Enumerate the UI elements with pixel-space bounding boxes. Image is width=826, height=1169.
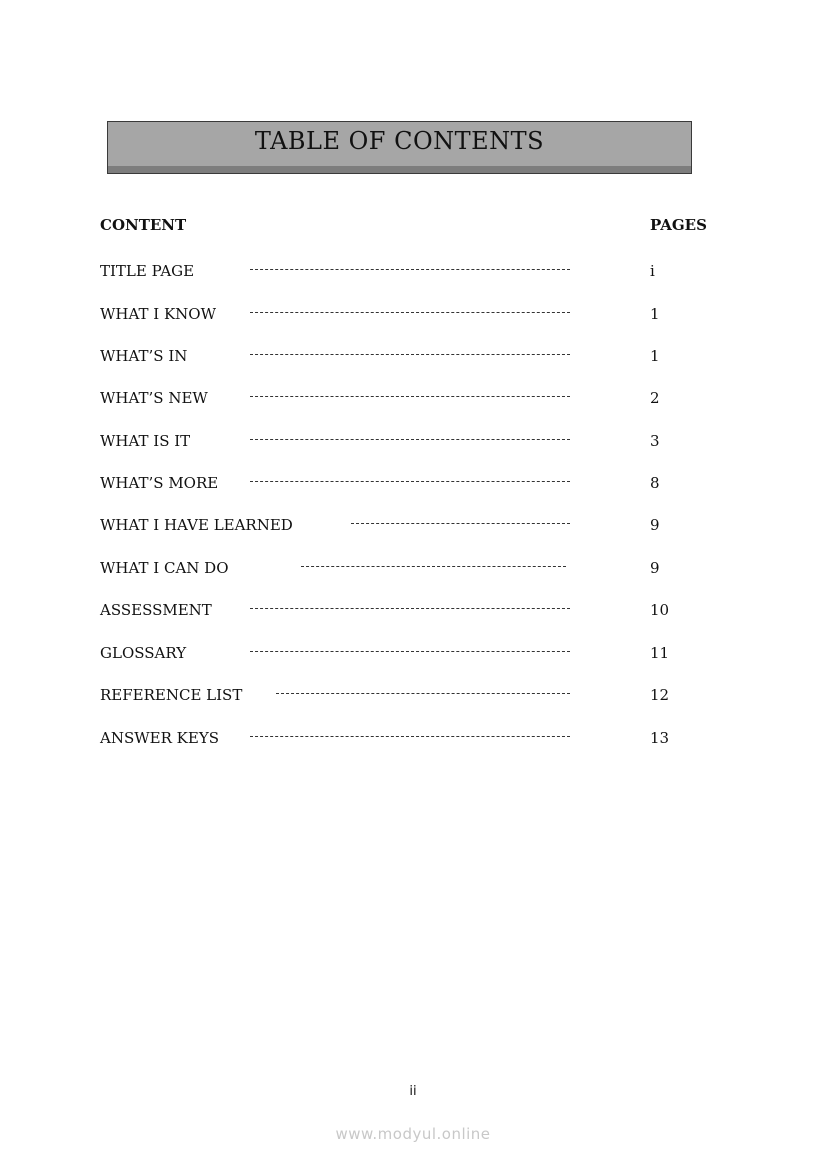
toc-entry: [0, 347, 826, 369]
toc-entry-page: 2: [650, 389, 660, 407]
toc-entry-page: 10: [650, 601, 670, 619]
toc-leader-dashes: [250, 439, 570, 440]
toc-leader-dashes: [250, 736, 570, 737]
toc-entry-page: 13: [650, 729, 670, 747]
toc-entry: [0, 516, 826, 538]
toc-entry: [0, 559, 826, 581]
content-column-header: CONTENT: [100, 216, 187, 234]
toc-entry: [0, 644, 826, 666]
title-banner: [107, 121, 692, 174]
pages-column-header: PAGES: [650, 216, 707, 234]
toc-leader-dashes: [250, 312, 570, 313]
toc-leader-dashes: [250, 608, 570, 609]
toc-entry: [0, 305, 826, 327]
toc-entry-label: WHAT I KNOW: [100, 305, 217, 323]
toc-leader-dashes: [301, 566, 566, 567]
toc-entry-label: TITLE PAGE: [100, 262, 195, 280]
toc-entry-label: WHAT IS IT: [100, 432, 191, 450]
toc-entry: [0, 262, 826, 284]
toc-entry-page: 12: [650, 686, 670, 704]
toc-entry: [0, 686, 826, 708]
toc-leader-dashes: [276, 693, 570, 694]
toc-entry: [0, 729, 826, 751]
toc-entry-page: 3: [650, 432, 660, 450]
toc-leader-dashes: [250, 481, 570, 482]
toc-entry-label: WHAT’S NEW: [100, 389, 208, 407]
page-number: ii: [409, 1084, 417, 1099]
toc-entry-label: WHAT I CAN DO: [100, 559, 229, 577]
toc-entry-label: WHAT I HAVE LEARNED: [100, 516, 293, 534]
toc-entry: [0, 432, 826, 454]
toc-entry-page: 8: [650, 474, 660, 492]
toc-entry-page: 9: [650, 516, 660, 534]
toc-entry-label: WHAT’S IN: [100, 347, 188, 365]
watermark: www.modyul.online: [335, 1125, 491, 1143]
toc-entry-page: 9: [650, 559, 660, 577]
toc-entry-label: WHAT’S MORE: [100, 474, 219, 492]
toc-leader-dashes: [351, 523, 570, 524]
toc-entry-label: ASSESSMENT: [100, 601, 212, 619]
toc-leader-dashes: [250, 396, 570, 397]
toc-entry-page: 11: [650, 644, 670, 662]
toc-entry-page: i: [650, 262, 655, 280]
title-banner-shadow: [108, 166, 691, 173]
toc-entry-page: 1: [650, 347, 660, 365]
toc-leader-dashes: [250, 354, 570, 355]
toc-entry-label: GLOSSARY: [100, 644, 187, 662]
toc-entry: [0, 389, 826, 411]
toc-leader-dashes: [250, 269, 570, 270]
toc-entry: [0, 601, 826, 623]
toc-entry-label: ANSWER KEYS: [100, 729, 219, 747]
toc-entry: [0, 474, 826, 496]
toc-leader-dashes: [250, 651, 570, 652]
page-title: TABLE OF CONTENTS: [254, 127, 545, 155]
toc-entry-label: REFERENCE LIST: [100, 686, 243, 704]
toc-entry-page: 1: [650, 305, 660, 323]
